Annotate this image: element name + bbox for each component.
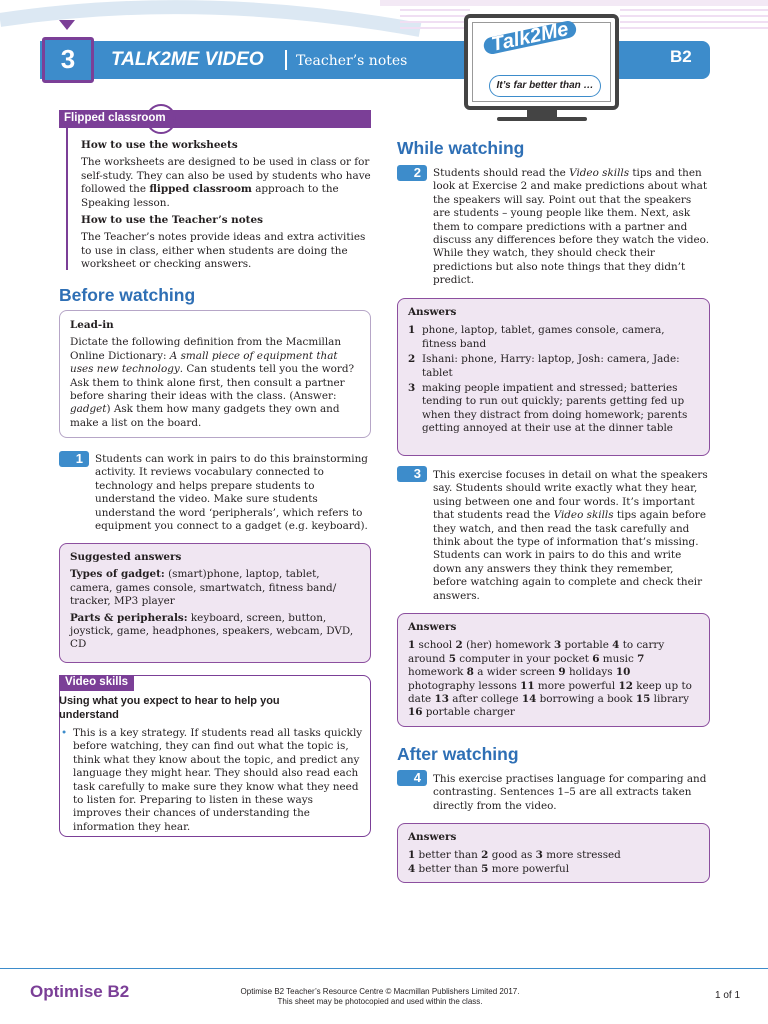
answer-number: 2 [408, 353, 416, 366]
talk2me-logo [464, 14, 619, 110]
answers-2-list [408, 324, 699, 435]
answers-3-box [397, 613, 710, 727]
answer-text: making people impatient and stressed; batteries tending to run out quickly; parents getting fed up when they distract from doing homework; parents getting annoyed at their use at the dinner table [422, 382, 688, 435]
suggested-gadgets: Types of gadget: (smart)phone, laptop, tablet, camera, games console, smartwatch, fitness band/ tracker, MP3 player [70, 568, 337, 608]
answer-text: phone, laptop, tablet, games console, camera, fitness band [422, 324, 665, 350]
answers-3-list [408, 639, 699, 719]
answer-number: 3 [408, 382, 416, 395]
exercise-4-text: This exercise practises language for comparing and contrasting. Sentences 1–5 are all extracts taken directly from the video. [433, 773, 707, 812]
before-watching-heading: Before watching [59, 285, 196, 305]
answer-text: holidays [565, 666, 616, 679]
video-skills-content [59, 695, 363, 834]
suggested-answers-title: Suggested answers [70, 551, 182, 563]
answer-item [408, 382, 699, 436]
answer-text: Ishani: phone, Harry: laptop, Josh: camera, Jade: tablet [422, 353, 680, 379]
tv-base [497, 117, 587, 121]
tv-screen [472, 18, 611, 102]
answer-number: 4 [612, 639, 620, 652]
answer-number: 6 [592, 652, 600, 665]
answer-number: 13 [434, 693, 449, 706]
logo-tagline: It’s far better than … [489, 75, 601, 97]
video-skills-label: Video skills [59, 675, 134, 691]
answer-number: 16 [408, 706, 423, 719]
exercise-4-number: 4 [397, 770, 427, 786]
answer-text: more powerful [488, 862, 570, 875]
answer-text: homework [408, 666, 467, 679]
lead-in-title: Lead-in [70, 319, 114, 331]
page-title: TALK2ME VIDEO [111, 49, 264, 70]
answer-number: 3 [553, 639, 562, 652]
answer-number: 7 [637, 652, 645, 665]
level-badge: B2 [670, 47, 692, 66]
after-watching-heading: After watching [397, 744, 519, 764]
title-separator [285, 50, 287, 70]
flipped-heading-worksheets: How to use the worksheets [81, 139, 238, 151]
answer-item [408, 353, 699, 380]
lead-in-box [59, 310, 371, 438]
answer-text: better than [415, 849, 482, 862]
exercise-1-number: 1 [59, 451, 89, 467]
footer-copyright [230, 987, 530, 1007]
answer-text: borrowing a book [536, 693, 636, 706]
flipped-content [81, 139, 371, 272]
footer-copyright-line-1: Optimise B2 Teacher’s Resource Centre © Macmillan Publishers Limited 2017. [240, 987, 520, 996]
unit-arrow-icon [59, 20, 75, 30]
logo-text: Talk2Me [482, 19, 578, 56]
answer-text: better than [415, 862, 482, 875]
answer-number: 12 [618, 679, 633, 692]
flipped-paragraph-2: The Teacher’s notes provide ideas and extra activities to use in class, either when students are doing the worksheet or checking answers. [81, 231, 366, 271]
answer-number: 2 [481, 849, 489, 862]
video-skills-heading: Using what you expect to hear to help you understand [59, 695, 280, 721]
exercise-3-number: 3 [397, 466, 427, 482]
exercise-3-text: This exercise focuses in detail on what the speakers say. Students should write exactly what they hear, using between one and four words. It’s important that students read the Video skills tips again before they watch, and then read the task carefully and think about the type of information that’s missing. Students can work in pairs to do this and write down any answers they think they remember, before watching again to complete and check their answers. [433, 469, 708, 602]
answers-3-title: Answers [408, 621, 457, 633]
flipped-classroom-label: Flipped classroom [64, 112, 166, 124]
answer-text: portable [561, 639, 613, 652]
lead-in-text: Dictate the following definition from the Macmillan Online Dictionary: A small piece of equipment that uses new technology. Can students tell you the word? Ask them to think alone first, then consult a partner before sharing their ideas with the class. (Answer: gadget) Ask them how many gadgets they own and make a list on the board. [70, 336, 355, 429]
answer-number: 2 [455, 639, 463, 652]
suggested-answers-box [59, 543, 371, 663]
answer-number: 14 [521, 693, 537, 706]
answer-number: 1 [408, 324, 416, 337]
video-skills-bullet: • This is a key strategy. If students read all tasks quickly before watching, they can find out what the topic is, think what they know about the topic, and predict any language they might hear. They should also read each task carefully to make sure they know what they need to listen for. Preparing to listen in these ways improves their chances of understanding the information they hear. [59, 727, 363, 834]
exercise-2-number: 2 [397, 165, 427, 181]
header-decoration [0, 0, 768, 40]
answer-text: to carry around [408, 639, 665, 665]
flipped-side-rule [66, 128, 68, 270]
answer-number: 10 [615, 666, 631, 679]
while-watching-heading: While watching [397, 138, 525, 158]
answer-text: after college [448, 693, 522, 706]
flipped-paragraph-1: The worksheets are designed to be used in class or for self-study. They can also be used by students who have followed the flipped classroom approach to the Speaking lesson. [81, 156, 371, 209]
answer-text: music [599, 652, 638, 665]
answer-text: portable charger [422, 706, 515, 719]
answer-number: 3 [535, 849, 543, 862]
answer-number: 5 [448, 652, 456, 665]
footer-copyright-line-2: This sheet may be photocopied and used within the class. [277, 997, 483, 1006]
answer-text: photography lessons [408, 679, 521, 692]
footer-rule [0, 968, 768, 969]
answer-number: 11 [520, 679, 535, 692]
answer-text: more stressed [542, 849, 621, 862]
answer-text: library [650, 693, 689, 706]
answer-number: 4 [408, 862, 416, 875]
answer-text: a wider screen [473, 666, 559, 679]
flipped-heading-notes: How to use the Teacher’s notes [81, 214, 263, 227]
answers-2-title: Answers [408, 306, 457, 318]
answers-4-line-1 [408, 849, 699, 862]
answers-4-box [397, 823, 710, 883]
answer-number: 8 [466, 666, 474, 679]
answer-number: 1 [408, 639, 416, 652]
answer-number: 15 [635, 693, 651, 706]
answer-number: 9 [558, 666, 566, 679]
answers-4-title: Answers [408, 831, 457, 843]
answer-text: school [415, 639, 456, 652]
answer-text: (her) homework [462, 639, 554, 652]
answers-4-line-2 [408, 863, 699, 876]
answer-text: keep up to date [408, 679, 692, 706]
answers-2-box [397, 298, 710, 456]
answer-number: 1 [408, 849, 416, 862]
answer-item [408, 324, 699, 351]
answer-text: good as [488, 849, 536, 862]
answer-text: more powerful [534, 679, 619, 692]
page-subtitle: Teacher’s notes [296, 53, 408, 69]
footer-brand: Optimise B2 [30, 982, 130, 1001]
answer-text: computer in your pocket [456, 652, 593, 665]
exercise-2-text: Students should read the Video skills tips and then look at Exercise 2 and make predictions about what the speakers will say. Point out that the speakers are students – young people like them. Next, ask them to compare predictions with a partner and discuss any differences before they watch the video. While they watch, they should check their predictions but also note things that they didn’t predict. [433, 167, 710, 287]
suggested-peripherals: Parts & peripherals: keyboard, screen, button, joystick, game, headphones, speakers, webcam, DVD, CD [70, 611, 354, 651]
page-number: 1 of 1 [715, 990, 741, 1001]
exercise-1-text: Students can work in pairs to do this brainstorming activity. It reviews vocabulary connected to technology and helps prepare students to understand the video. Make sure students understand the word ‘peripherals’, which refers to equipment you connect to a gadget (e.g. keyboard). [95, 453, 368, 533]
unit-number: 3 [42, 37, 94, 83]
answer-number: 5 [481, 862, 489, 875]
